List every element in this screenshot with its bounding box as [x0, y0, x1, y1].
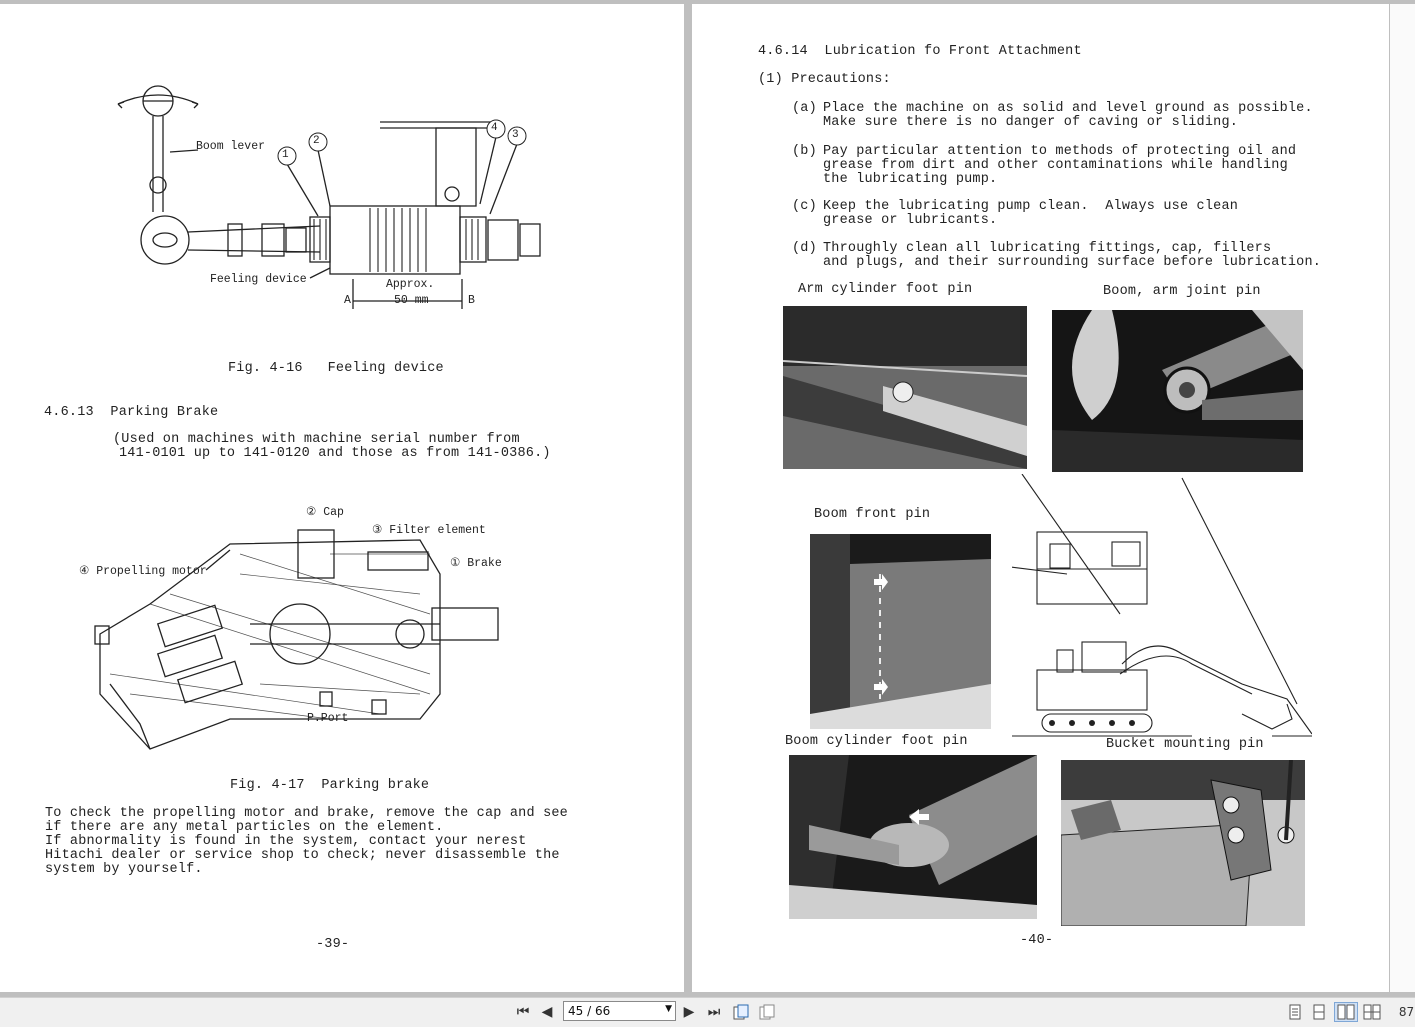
section-a-label: A: [344, 294, 351, 307]
facing-continuous-view-button[interactable]: [1362, 1002, 1382, 1022]
body-line-2: if there are any metal particles on the element.: [45, 820, 444, 835]
facing-pages-icon: [1337, 1004, 1355, 1020]
prev-page-button[interactable]: [538, 1002, 556, 1022]
continuous-view-button[interactable]: [1309, 1002, 1329, 1022]
next-page-icon: ▶: [683, 1004, 695, 1020]
chevron-down-icon: ▼: [665, 1004, 672, 1014]
photo-boom-cylinder-foot-pin: [789, 755, 1037, 919]
photo-label-boom-cylinder: Boom cylinder foot pin: [785, 734, 968, 749]
section-b-label: B: [468, 294, 475, 307]
section-heading-parking-brake: 4.6.13 Parking Brake: [44, 405, 219, 420]
precautions-heading: (1) Precautions:: [758, 72, 891, 87]
item-b-line-2: grease from dirt and other contaminations while handling: [823, 158, 1288, 173]
callout-4: 4: [491, 122, 498, 134]
section-heading-lubrication: 4.6.14 Lubrication fo Front Attachment: [758, 44, 1082, 59]
item-a-line-1: Place the machine on as solid and level ground as possible.: [823, 101, 1313, 116]
page-number-right: -40-: [1020, 933, 1054, 948]
last-page-icon: ⏭: [707, 1004, 721, 1020]
photo-boom-arm-joint-pin: [1052, 310, 1303, 472]
facing-pages-view-button[interactable]: [1334, 1002, 1358, 1022]
item-a-label: (a): [792, 101, 817, 116]
filter-element-label: ③ Filter element: [372, 524, 486, 537]
body-line-5: system by yourself.: [45, 862, 203, 877]
document-page-left: [0, 4, 684, 992]
port-label: P.Port: [307, 712, 349, 725]
photo-label-arm-cylinder: Arm cylinder foot pin: [798, 282, 973, 297]
photo-label-bucket: Bucket mounting pin: [1106, 737, 1264, 752]
boom-lever-label: Boom lever: [196, 140, 266, 153]
continuous-page-icon: [1312, 1004, 1326, 1020]
single-page-view-button[interactable]: [1285, 1002, 1305, 1022]
photo-bucket-mounting-pin: [1061, 760, 1305, 926]
feeling-device-label: Feeling device: [210, 273, 307, 286]
callout-1: 1: [282, 149, 289, 161]
fit-page-icon: [733, 1004, 749, 1020]
note-line-1: (Used on machines with machine serial number from: [113, 432, 520, 447]
first-page-button[interactable]: [513, 1002, 533, 1022]
photo-label-boom-front: Boom front pin: [814, 507, 931, 522]
body-line-1: To check the propelling motor and brake, remove the cap and see: [45, 806, 568, 821]
item-d-line-2: and plugs, and their surrounding surface before lubrication.: [823, 255, 1322, 270]
cap-label: ② Cap: [306, 506, 344, 519]
feeling-device-diagram: [0, 4, 684, 334]
zoom-level[interactable]: 87: [1398, 1005, 1415, 1019]
document-page-right: [692, 4, 1389, 992]
item-b-label: (b): [792, 144, 817, 159]
item-c-label: (c): [792, 199, 817, 214]
first-page-icon: ⏮: [516, 1004, 530, 1020]
body-line-3: If abnormality is found in the system, contact your nerest: [45, 834, 527, 849]
page-number-value: 45 / 66: [568, 1004, 611, 1018]
propelling-motor-label: ④ Propelling motor: [79, 565, 207, 578]
approx-label: Approx.: [386, 278, 435, 291]
last-page-button[interactable]: [704, 1002, 724, 1022]
next-page-button[interactable]: [680, 1002, 698, 1022]
item-b-line-1: Pay particular attention to methods of protecting oil and: [823, 144, 1297, 159]
callout-2: 2: [313, 135, 320, 147]
photo-boom-front-pin: [810, 534, 991, 729]
item-c-line-2: grease or lubricants.: [823, 213, 998, 228]
callout-3: 3: [512, 129, 519, 141]
brake-label: ① Brake: [450, 557, 502, 570]
photo-arm-cylinder-foot-pin: [783, 306, 1027, 469]
single-page-icon: [1288, 1004, 1302, 1020]
fig-4-16-caption: Fig. 4-16 Feeling device: [228, 361, 444, 376]
page-number-select[interactable]: [563, 1001, 676, 1021]
fit-width-icon: [759, 1004, 775, 1020]
fit-width-button[interactable]: [757, 1002, 777, 1022]
item-a-line-2: Make sure there is no danger of caving or sliding.: [823, 115, 1239, 130]
body-line-4: Hitachi dealer or service shop to check; never disassemble the: [45, 848, 560, 863]
facing-continuous-icon: [1363, 1004, 1381, 1020]
bottom-toolbar: [0, 997, 1415, 1027]
dimension-label: 50 mm: [394, 294, 429, 307]
side-margin: [1390, 4, 1415, 992]
item-b-line-3: the lubricating pump.: [823, 172, 998, 187]
photo-label-boom-arm: Boom, arm joint pin: [1103, 284, 1261, 299]
item-d-line-1: Throughly clean all lubricating fittings, cap, fillers: [823, 241, 1272, 256]
item-d-label: (d): [792, 241, 817, 256]
page-number-left: -39-: [316, 937, 350, 952]
item-c-line-1: Keep the lubricating pump clean. Always use clean: [823, 199, 1239, 214]
fit-page-button[interactable]: [731, 1002, 751, 1022]
note-line-2: 141-0101 up to 141-0120 and those as from 141-0386.): [119, 446, 551, 461]
prev-page-icon: ◀: [541, 1004, 553, 1020]
fig-4-17-caption: Fig. 4-17 Parking brake: [230, 778, 430, 793]
